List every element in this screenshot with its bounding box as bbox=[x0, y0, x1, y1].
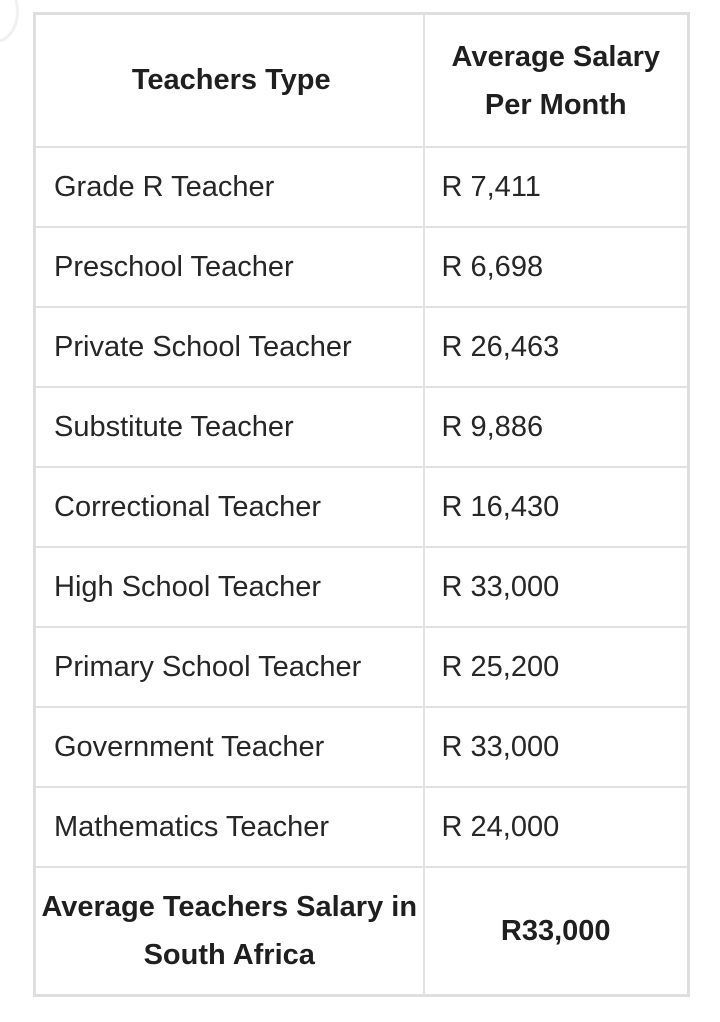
salary-cell: R 9,886 bbox=[424, 387, 689, 467]
table-row bbox=[35, 147, 689, 227]
salary-cell: R 7,411 bbox=[424, 147, 689, 227]
table-row bbox=[35, 387, 689, 467]
average-salary-label: Average Teachers Salary in South Africa bbox=[35, 867, 424, 996]
teacher-type-cell: Correctional Teacher bbox=[35, 467, 424, 547]
salary-cell: R 33,000 bbox=[424, 547, 689, 627]
teacher-type-cell: Grade R Teacher bbox=[35, 147, 424, 227]
table-row bbox=[35, 627, 689, 707]
table-row bbox=[35, 547, 689, 627]
teacher-type-cell: Private School Teacher bbox=[35, 307, 424, 387]
teacher-type-cell: Primary School Teacher bbox=[35, 627, 424, 707]
salary-table bbox=[33, 12, 690, 997]
salary-cell: R 24,000 bbox=[424, 787, 689, 867]
header-teachers-type: Teachers Type bbox=[35, 14, 424, 148]
salary-cell: R 26,463 bbox=[424, 307, 689, 387]
table-row bbox=[35, 227, 689, 307]
salary-cell: R 33,000 bbox=[424, 707, 689, 787]
table-row bbox=[35, 307, 689, 387]
table-row bbox=[35, 787, 689, 867]
teacher-type-cell: Preschool Teacher bbox=[35, 227, 424, 307]
teacher-type-cell: Mathematics Teacher bbox=[35, 787, 424, 867]
salary-cell: R 16,430 bbox=[424, 467, 689, 547]
teacher-type-cell: Substitute Teacher bbox=[35, 387, 424, 467]
table-row bbox=[35, 707, 689, 787]
header-average-salary: Average Salary Per Month bbox=[424, 14, 689, 148]
salary-cell: R 25,200 bbox=[424, 627, 689, 707]
average-salary-value: R33,000 bbox=[424, 867, 689, 996]
salary-cell: R 6,698 bbox=[424, 227, 689, 307]
teacher-type-cell: High School Teacher bbox=[35, 547, 424, 627]
table-row bbox=[35, 467, 689, 547]
teacher-type-cell: Government Teacher bbox=[35, 707, 424, 787]
table-header-row bbox=[35, 14, 689, 148]
corner-decoration bbox=[0, 0, 19, 43]
table-footer-row bbox=[35, 867, 689, 996]
